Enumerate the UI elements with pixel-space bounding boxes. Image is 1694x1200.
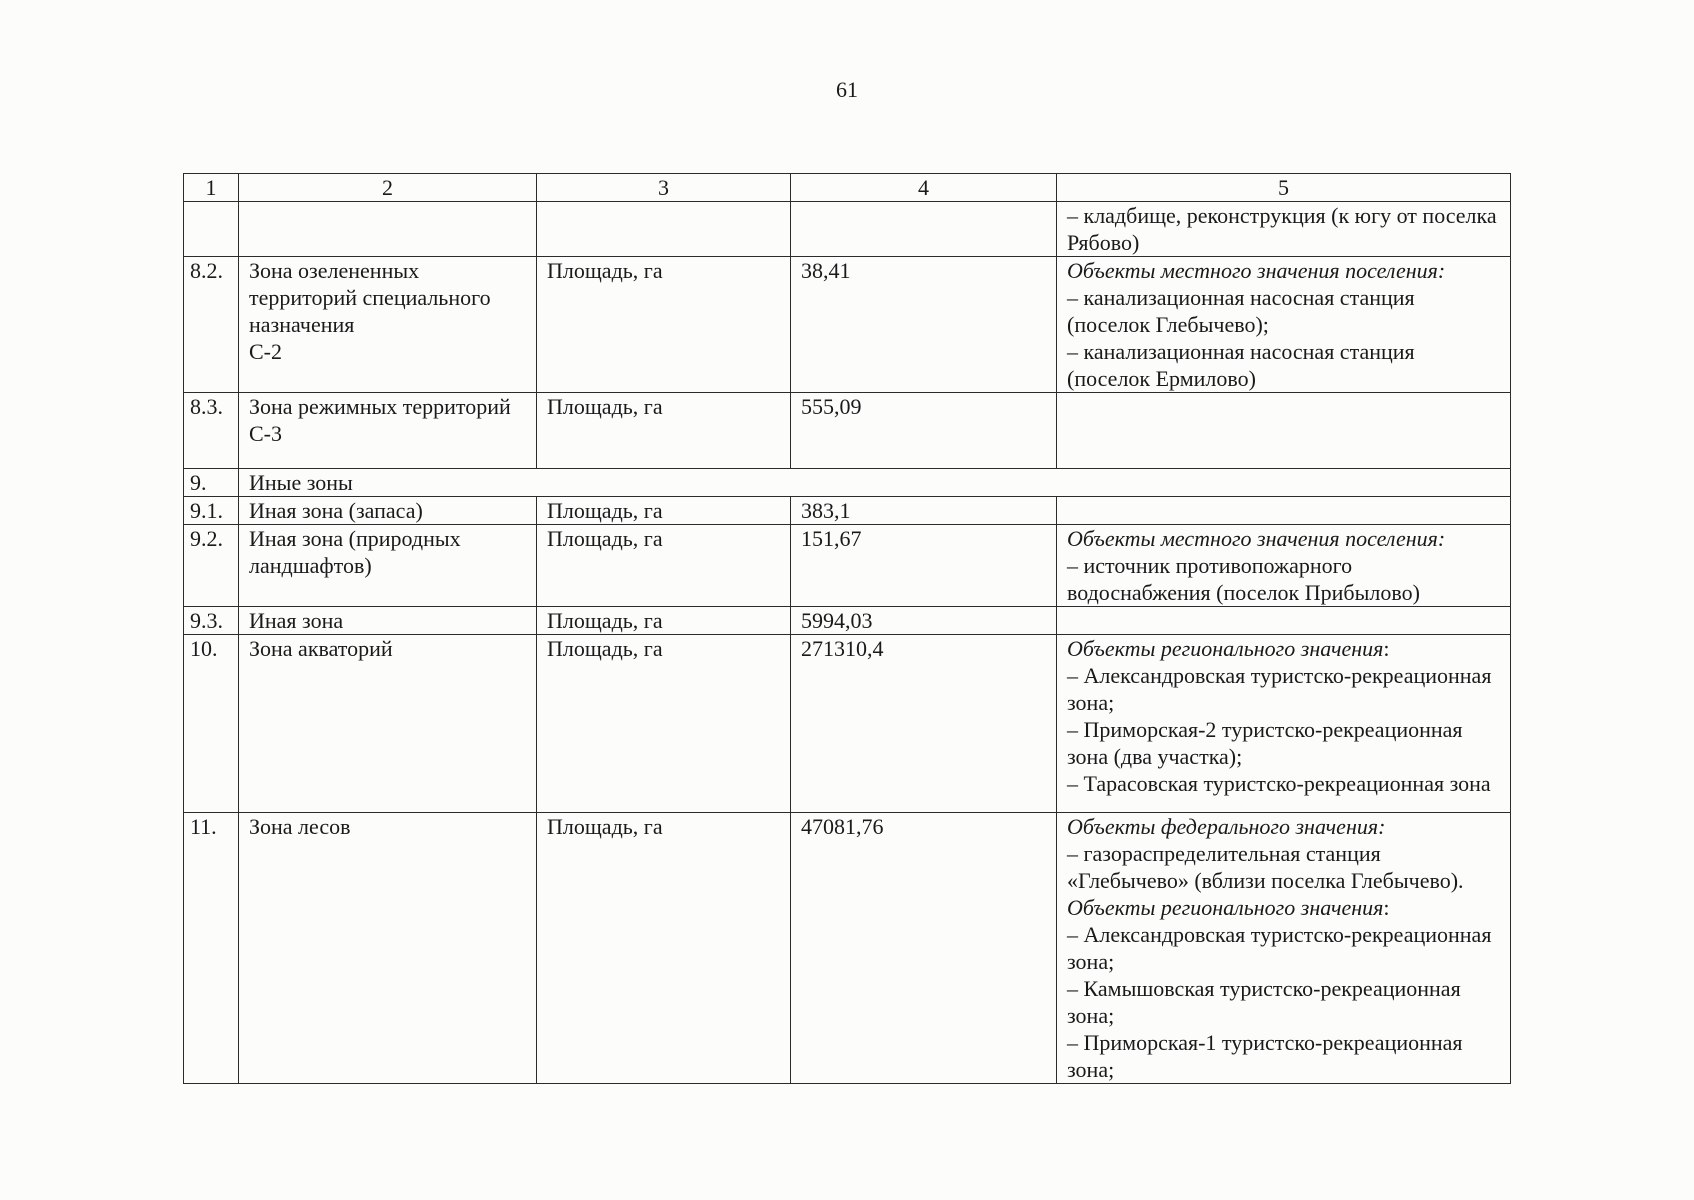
zone-name-line: Зона лесов	[249, 814, 351, 839]
object-item: – источник противопожарного водоснабжения (поселок Прибылово)	[1067, 553, 1420, 605]
objects-cell	[1057, 202, 1511, 257]
table-row	[184, 469, 1511, 497]
objects-heading-text: Объекты местного значения поселения:	[1067, 258, 1446, 283]
object-item: – Тарасовская туристско-рекреационная зона	[1067, 771, 1491, 796]
objects-heading-text: Объекты регионального значения	[1067, 895, 1384, 920]
zone-name-cell	[239, 393, 537, 469]
objects-heading-suffix: :	[1383, 636, 1390, 661]
row-number: 8.3.	[184, 393, 239, 469]
zone-name-cell	[239, 469, 1511, 497]
object-item: – канализационная насосная станция (поселок Глебычево);	[1067, 285, 1415, 337]
zone-name-cell	[239, 607, 537, 635]
indicator-cell: Площадь, га	[537, 257, 791, 393]
zone-name-line: Иные зоны	[249, 470, 353, 495]
indicator-cell: Площадь, га	[537, 525, 791, 607]
zone-name-cell	[239, 635, 537, 813]
table-row	[184, 813, 1511, 1084]
zone-name-line: С-3	[249, 421, 282, 446]
objects-heading-text: Объекты местного значения поселения:	[1067, 526, 1446, 551]
row-number: 11.	[184, 813, 239, 1084]
table-row	[184, 635, 1511, 813]
table-row	[184, 525, 1511, 607]
column-header: 4	[791, 174, 1057, 202]
objects-cell	[1057, 525, 1511, 607]
zone-name-line: Зона режимных территорий	[249, 394, 511, 419]
table-row	[184, 257, 1511, 393]
zone-name-line: Иная зона	[249, 608, 344, 633]
objects-heading	[1067, 525, 1500, 552]
indicator-cell: Площадь, га	[537, 497, 791, 525]
indicator-cell: Площадь, га	[537, 607, 791, 635]
objects-heading-text: Объекты регионального значения	[1067, 636, 1384, 661]
objects-heading-text: Объекты федерального значения:	[1067, 814, 1386, 839]
object-item: – Приморская-1 туристско-рекреационная зона;	[1067, 1030, 1463, 1082]
indicator-cell: Площадь, га	[537, 635, 791, 813]
indicator-cell: Площадь, га	[537, 393, 791, 469]
indicator-cell: Площадь, га	[537, 813, 791, 1084]
value-cell: 151,67	[791, 525, 1057, 607]
object-item: – Камышовская туристско-рекреационная зона;	[1067, 976, 1461, 1028]
column-header: 2	[239, 174, 537, 202]
zone-name-cell	[239, 497, 537, 525]
zones-table	[183, 173, 1511, 1084]
zone-name-cell	[239, 813, 537, 1084]
value-cell: 38,41	[791, 257, 1057, 393]
object-item: – Приморская-2 туристско-рекреационная зона (два участка);	[1067, 717, 1463, 769]
object-item: – Александровская туристско-рекреационная зона;	[1067, 922, 1492, 974]
value-cell: 383,1	[791, 497, 1057, 525]
zone-name-cell	[239, 202, 537, 257]
objects-heading	[1067, 257, 1500, 284]
row-number: 9.	[184, 469, 239, 497]
objects-heading	[1067, 635, 1500, 662]
column-header: 1	[184, 174, 239, 202]
zone-name-cell	[239, 525, 537, 607]
row-number: 8.2.	[184, 257, 239, 393]
value-cell	[791, 202, 1057, 257]
objects-heading-suffix: :	[1383, 895, 1390, 920]
row-number	[184, 202, 239, 257]
object-item: – канализационная насосная станция (поселок Ермилово)	[1067, 339, 1415, 391]
zone-name-line: С-2	[249, 339, 282, 364]
object-item: – Александровская туристско-рекреационная зона;	[1067, 663, 1492, 715]
row-number: 9.2.	[184, 525, 239, 607]
object-item: – газораспределительная станция «Глебычево» (вблизи поселка Глебычево).	[1067, 841, 1464, 893]
table-row	[184, 393, 1511, 469]
objects-cell	[1057, 813, 1511, 1084]
objects-cell	[1057, 497, 1511, 525]
value-cell: 47081,76	[791, 813, 1057, 1084]
zone-name-line: Зона акваторий	[249, 636, 393, 661]
object-item: – кладбище, реконструкция (к югу от поселка Рябово)	[1067, 203, 1497, 255]
row-number: 10.	[184, 635, 239, 813]
column-header: 5	[1057, 174, 1511, 202]
column-header: 3	[537, 174, 791, 202]
row-number: 9.1.	[184, 497, 239, 525]
zone-name-line: Иная зона (природных ландшафтов)	[249, 526, 461, 578]
row-number: 9.3.	[184, 607, 239, 635]
zone-name-cell	[239, 257, 537, 393]
value-cell: 5994,03	[791, 607, 1057, 635]
table-row	[184, 607, 1511, 635]
table-row	[184, 202, 1511, 257]
table-row	[184, 497, 1511, 525]
objects-cell	[1057, 635, 1511, 813]
objects-heading	[1067, 894, 1500, 921]
table-header-row	[184, 174, 1511, 202]
value-cell: 271310,4	[791, 635, 1057, 813]
page-number: 61	[836, 77, 858, 102]
value-cell: 555,09	[791, 393, 1057, 469]
zone-name-line: Иная зона (запаса)	[249, 498, 423, 523]
objects-cell	[1057, 607, 1511, 635]
objects-heading	[1067, 813, 1500, 840]
objects-cell	[1057, 393, 1511, 469]
zone-name-line: Зона озелененных территорий специального назначения	[249, 258, 491, 337]
indicator-cell	[537, 202, 791, 257]
objects-cell	[1057, 257, 1511, 393]
